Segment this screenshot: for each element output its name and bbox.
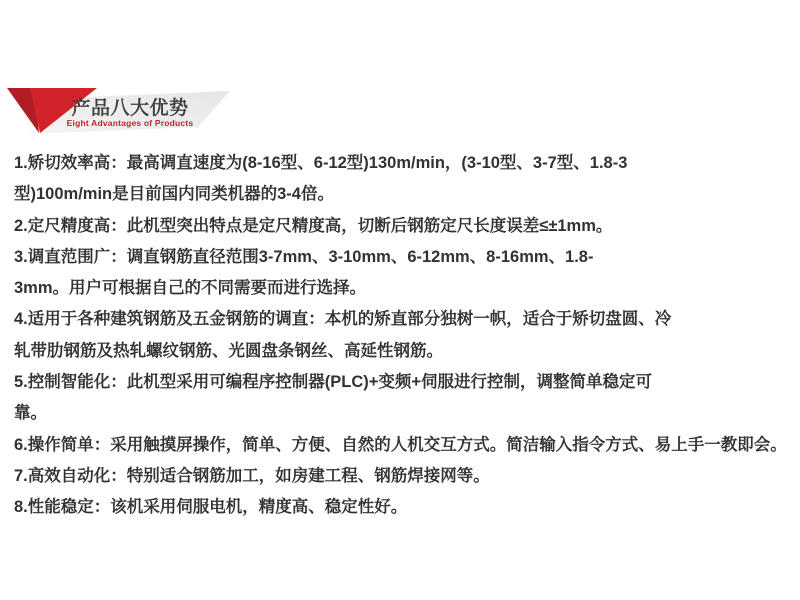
advantage-line: 7.高效自动化：特别适合钢筋加工，如房建工程、钢筋焊接网等。	[14, 466, 490, 485]
advantage-line: 型)100m/min是目前国内同类机器的3-4倍。	[14, 185, 334, 204]
section-header	[0, 80, 280, 150]
advantages-list	[14, 148, 794, 524]
advantage-line: 1.矫切效率高：最高调直速度为(8-16型、6-12型)130m/min，(3-10型、3-7型、1.8-3	[14, 154, 628, 172]
advantage-line: 2.定尺精度高：此机型突出特点是定尺精度高，切断后钢筋定尺长度误差≤±1mm。	[14, 216, 613, 235]
advantage-line: 5.控制智能化：此机型采用可编程序控制器(PLC)+变频+伺服进行控制，调整简单稳定可	[14, 373, 653, 392]
advantage-line: 轧带肋钢筋及热轧螺纹钢筋、光圆盘条钢丝、高延性钢筋。	[14, 341, 443, 360]
advantage-line: 8.性能稳定：该机采用伺服电机，精度高、稳定性好。	[14, 498, 408, 517]
advantage-line: 靠。	[14, 404, 47, 423]
advantage-line: 4.适用于各种建筑钢筋及五金钢筋的调直：本机的矫直部分独树一帜，适合于矫切盘圆、冷	[14, 310, 672, 329]
advantage-line: 6.操作简单：采用触摸屏操作，简单、方便、自然的人机交互方式。简洁输入指令方式、易上手一教即会。	[14, 435, 787, 454]
section-subtitle: Eight Advantages of Products	[66, 118, 194, 128]
advantage-line: 3mm。用户可根据自己的不同需要而进行选择。	[14, 279, 367, 298]
section-title: 产品八大优势	[71, 98, 189, 119]
advantage-line: 3.调直范围广：调直钢筋直径范围3-7mm、3-10mm、6-12mm、8-16mm、1.8-	[14, 247, 594, 266]
